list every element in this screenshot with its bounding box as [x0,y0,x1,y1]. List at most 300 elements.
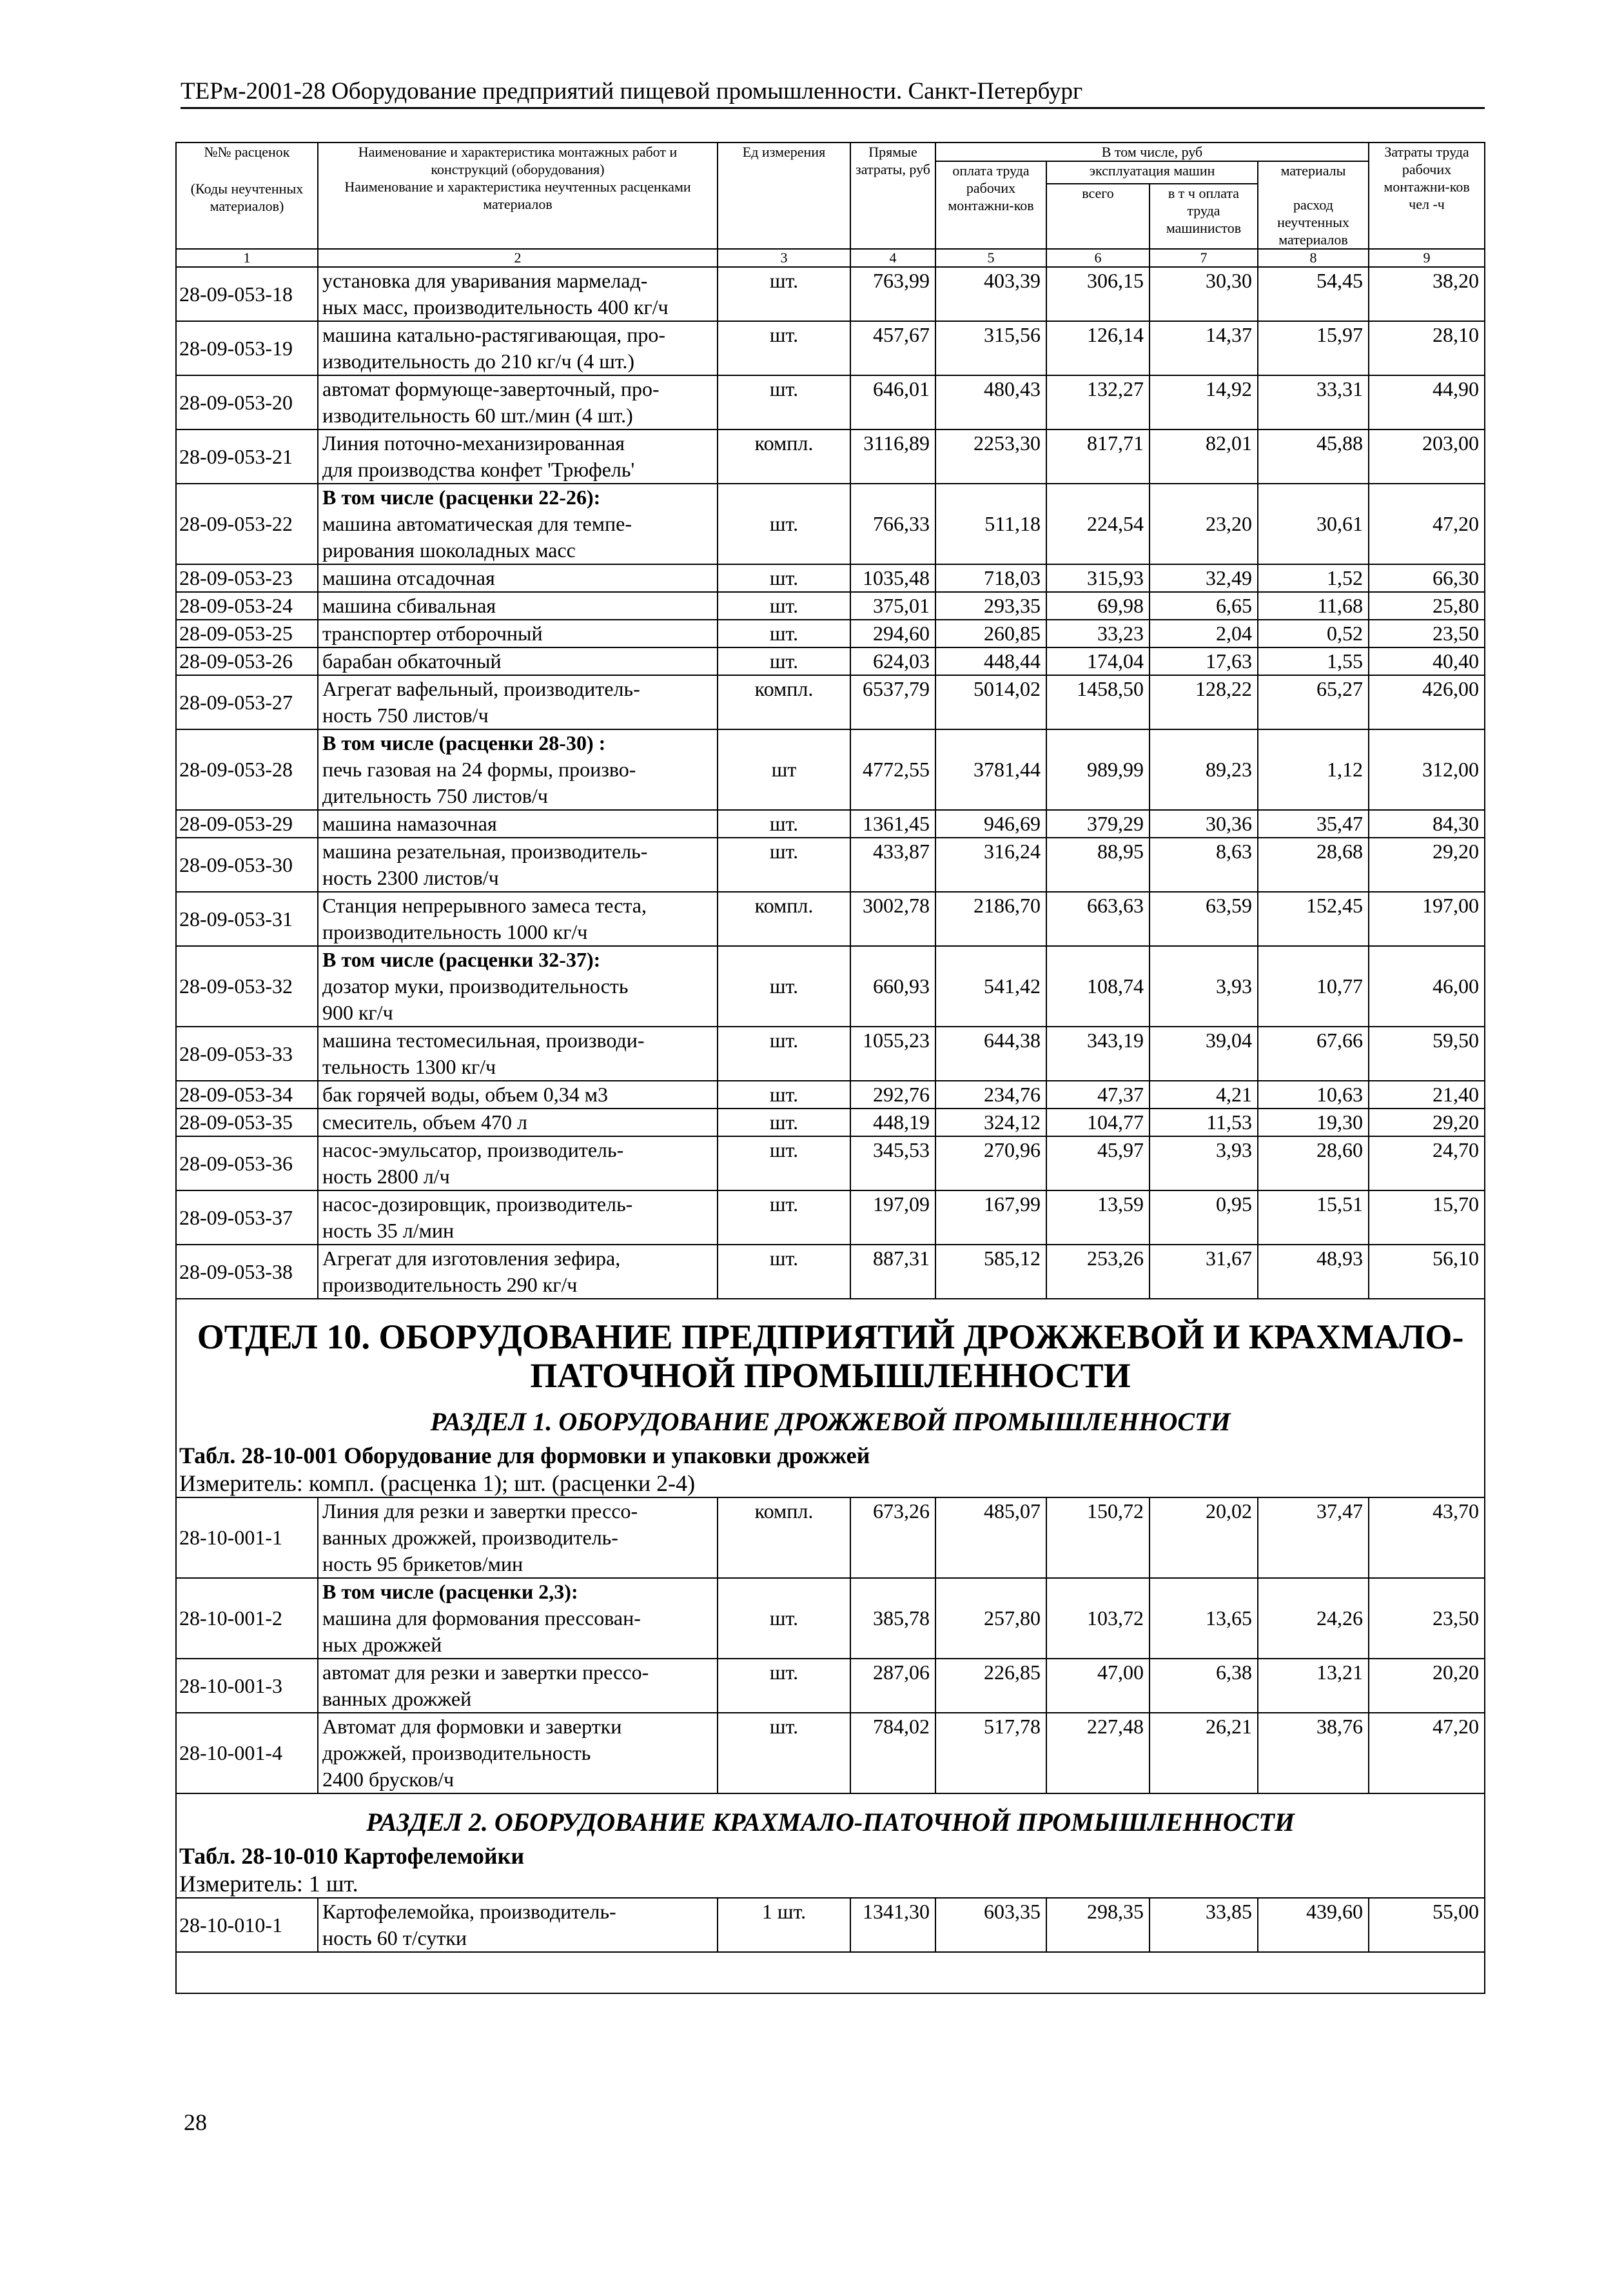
table-row [176,484,1485,564]
table-row [176,429,1485,484]
value-cell: 19,30 [1258,1109,1369,1136]
description-line: производительность 290 кг/ч [322,1273,578,1296]
description-line: ванных дрожжей [322,1687,472,1710]
value-cell: 33,31 [1258,375,1369,429]
value-cell: 253,26 [1046,1245,1150,1299]
value-cell: 150,72 [1046,1497,1150,1578]
value-cell: 63,59 [1150,892,1258,946]
rate-description [318,1898,718,1952]
value-cell: 13,59 [1046,1190,1150,1245]
rate-code: 28-09-053-19 [176,321,318,375]
description-line: насос-дозировщик, производитель- [322,1192,633,1216]
value-cell: 35,47 [1258,810,1369,838]
table-row [176,838,1485,892]
rate-code: 28-10-001-3 [176,1659,318,1713]
value-cell: 1035,48 [850,564,935,592]
header-col5: оплата труда рабочих монтажни-ков [935,161,1046,249]
rate-description [318,1027,718,1081]
page-number: 28 [184,2109,207,2135]
value-cell: 15,97 [1258,321,1369,375]
rate-description [318,429,718,484]
header-col8 [1258,161,1369,249]
unit-of-measure: шт. [718,1245,850,1299]
unit-of-measure: 1 шт. [718,1898,850,1952]
rate-description [318,321,718,375]
unit-of-measure: шт. [718,321,850,375]
rate-description [318,592,718,620]
value-cell: 3002,78 [850,892,935,946]
table-header-row [176,143,1485,161]
unit-of-measure: шт. [718,1578,850,1659]
value-cell: 324,12 [935,1109,1046,1136]
table-row [176,592,1485,620]
description-line: рирования шоколадных масс [322,538,576,562]
value-cell: 24,70 [1369,1136,1485,1190]
description-line: ность 2300 листов/ч [322,866,499,889]
unit-of-measure: шт. [718,375,850,429]
description-line: машина отсадочная [322,566,495,589]
description-line: насос-эмульсатор, производитель- [322,1138,624,1161]
rate-description [318,1136,718,1190]
rate-code: 28-09-053-31 [176,892,318,946]
value-cell: 673,26 [850,1497,935,1578]
value-cell: 197,09 [850,1190,935,1245]
value-cell: 226,85 [935,1659,1046,1713]
value-cell: 23,50 [1369,1578,1485,1659]
value-cell: 30,30 [1150,267,1258,321]
unit-of-measure: шт. [718,620,850,647]
rate-code: 28-10-010-1 [176,1898,318,1952]
header-col2 [318,143,718,249]
unit-of-measure: шт. [718,810,850,838]
description-line: Автомат для формовки и завертки [322,1715,622,1738]
value-cell: 946,69 [935,810,1046,838]
unit-of-measure: шт. [718,1109,850,1136]
value-cell: 48,93 [1258,1245,1369,1299]
description-line: дрожжей, производительность [322,1741,591,1764]
value-cell: 67,66 [1258,1027,1369,1081]
rate-code: 28-09-053-36 [176,1136,318,1190]
value-cell: 20,20 [1369,1659,1485,1713]
col-number: 4 [850,249,935,267]
value-cell: 1458,50 [1046,675,1150,729]
unit-of-measure: шт. [718,1081,850,1109]
description-line: ванных дрожжей, производитель- [322,1526,618,1549]
value-cell: 126,14 [1046,321,1150,375]
value-cell: 316,24 [935,838,1046,892]
value-cell: 14,37 [1150,321,1258,375]
header-col1-bottom: (Коды неучтенных материалов) [190,181,304,214]
unit-of-measure: шт. [718,484,850,564]
description-line: для производства конфет 'Трюфель' [322,458,635,481]
header-col1-top: №№ расценок [204,144,290,160]
value-cell: 14,92 [1150,375,1258,429]
rate-code: 28-10-001-2 [176,1578,318,1659]
header-col1 [176,143,318,249]
description-line: машина резательная, производитель- [322,840,648,863]
rates-table [175,142,1485,1994]
value-cell: 59,50 [1369,1027,1485,1081]
table-row [176,375,1485,429]
value-cell: 28,68 [1258,838,1369,892]
description-line: ность 95 брикетов/мин [322,1552,523,1575]
value-cell: 312,00 [1369,729,1485,810]
value-cell: 65,27 [1258,675,1369,729]
table-row [176,1497,1485,1578]
rate-description [318,647,718,675]
rate-code: 28-09-053-25 [176,620,318,647]
value-cell: 13,21 [1258,1659,1369,1713]
value-cell: 448,44 [935,647,1046,675]
value-cell: 0,95 [1150,1190,1258,1245]
header-col7: в т ч оплата труда машинистов [1150,184,1258,249]
value-cell: 10,77 [1258,946,1369,1027]
rate-description [318,838,718,892]
value-cell: 343,19 [1046,1027,1150,1081]
unit-of-measure: компл. [718,892,850,946]
table-row [176,675,1485,729]
value-cell: 174,04 [1046,647,1150,675]
value-cell: 4772,55 [850,729,935,810]
value-cell: 84,30 [1369,810,1485,838]
value-cell: 40,40 [1369,647,1485,675]
description-line: Станция непрерывного замеса теста, [322,894,647,917]
table-title-1: Табл. 28-10-001 Оборудование для формовки и упаковки дрожжей [179,1443,870,1468]
section-title-2: РАЗДЕЛ 2. ОБОРУДОВАНИЕ КРАХМАЛО-ПАТОЧНОЙ ПРОМЫШЛЕННОСТИ [366,1808,1295,1837]
table-row [176,729,1485,810]
description-line: Картофелемойка, производитель- [322,1900,616,1923]
unit-of-measure: компл. [718,429,850,484]
table-row [176,620,1485,647]
value-cell: 15,70 [1369,1190,1485,1245]
description-line: Агрегат вафельный, производитель- [322,677,640,700]
value-cell: 426,00 [1369,675,1485,729]
value-cell: 379,29 [1046,810,1150,838]
value-cell: 23,20 [1150,484,1258,564]
value-cell: 4,21 [1150,1081,1258,1109]
value-cell: 433,87 [850,838,935,892]
unit-of-measure: шт. [718,1190,850,1245]
rate-description [318,810,718,838]
unit-of-measure: шт. [718,267,850,321]
value-cell: 766,33 [850,484,935,564]
value-cell: 25,80 [1369,592,1485,620]
rate-code: 28-09-053-21 [176,429,318,484]
value-cell: 31,67 [1150,1245,1258,1299]
description-line: машина сбивальная [322,594,496,617]
rate-code: 28-09-053-22 [176,484,318,564]
rate-code: 28-09-053-37 [176,1190,318,1245]
value-cell: 1361,45 [850,810,935,838]
value-cell: 45,97 [1046,1136,1150,1190]
value-cell: 603,35 [935,1898,1046,1952]
unit-of-measure: шт. [718,592,850,620]
unit-of-measure: шт. [718,838,850,892]
table-row [176,267,1485,321]
rate-description [318,564,718,592]
unit-of-measure: шт. [718,647,850,675]
value-cell: 66,30 [1369,564,1485,592]
value-cell: 0,52 [1258,620,1369,647]
value-cell: 480,43 [935,375,1046,429]
value-cell: 28,60 [1258,1136,1369,1190]
header-col8-top: материалы [1280,163,1346,179]
table-row [176,1190,1485,1245]
value-cell: 2253,30 [935,429,1046,484]
unit-of-measure: компл. [718,675,850,729]
value-cell: 315,56 [935,321,1046,375]
rate-description [318,1659,718,1713]
value-cell: 11,53 [1150,1109,1258,1136]
rate-code: 28-09-053-38 [176,1245,318,1299]
table-row [176,1081,1485,1109]
value-cell: 541,42 [935,946,1046,1027]
unit-of-measure: шт. [718,1713,850,1793]
table-row [176,1898,1485,1952]
rate-code: 28-09-053-24 [176,592,318,620]
value-cell: 26,21 [1150,1713,1258,1793]
value-cell: 763,99 [850,267,935,321]
value-cell: 47,20 [1369,1713,1485,1793]
description-line: автомат формующе-заверточный, про- [322,377,660,400]
header-col9: Затраты труда рабочих монтажни-ков чел -ч [1369,143,1485,249]
value-cell: 108,74 [1046,946,1150,1027]
value-cell: 385,78 [850,1578,935,1659]
value-cell: 13,65 [1150,1578,1258,1659]
subgroup-caption: В том числе (расценки 2,3): [322,1580,578,1603]
description-line: Линия для резки и завертки прессо- [322,1499,638,1523]
value-cell: 293,35 [935,592,1046,620]
value-cell: 517,78 [935,1713,1046,1793]
value-cell: 287,06 [850,1659,935,1713]
section-row [176,1793,1485,1898]
value-cell: 29,20 [1369,838,1485,892]
value-cell: 234,76 [935,1081,1046,1109]
rate-code: 28-09-053-35 [176,1109,318,1136]
description-line: ность 60 т/сутки [322,1926,467,1949]
value-cell: 485,07 [935,1497,1046,1578]
description-line: машина намазочная [322,812,497,835]
value-cell: 197,00 [1369,892,1485,946]
description-line: установка для уваривания мармелад- [322,269,648,292]
rate-description [318,892,718,946]
value-cell: 663,63 [1046,892,1150,946]
value-cell: 294,60 [850,620,935,647]
value-cell: 646,01 [850,375,935,429]
rate-description [318,375,718,429]
value-cell: 44,90 [1369,375,1485,429]
value-cell: 1,12 [1258,729,1369,810]
section-cell [176,1793,1485,1898]
rate-code: 28-09-053-33 [176,1027,318,1081]
description-line: машина для формования прессован- [322,1606,641,1630]
description-line: транспортер отборочный [322,622,543,645]
unit-of-measure: шт [718,729,850,810]
description-line: 900 кг/ч [322,1001,393,1024]
department-title-line: ПАТОЧНОЙ ПРОМЫШЛЕННОСТИ [530,1356,1131,1395]
description-line: дительность 750 листов/ч [322,784,548,807]
value-cell: 3,93 [1150,946,1258,1027]
value-cell: 1055,23 [850,1027,935,1081]
value-cell: 1,55 [1258,647,1369,675]
value-cell: 257,80 [935,1578,1046,1659]
description-line: машина катально-растягивающая, про- [322,323,666,346]
rate-description [318,1713,718,1793]
table-row [176,810,1485,838]
col-number: 2 [318,249,718,267]
table-empty-cell [176,1952,1485,1993]
col-number: 1 [176,249,318,267]
value-cell: 6537,79 [850,675,935,729]
value-cell: 167,99 [935,1190,1046,1245]
value-cell: 439,60 [1258,1898,1369,1952]
value-cell: 39,04 [1150,1027,1258,1081]
value-cell: 30,36 [1150,810,1258,838]
value-cell: 448,19 [850,1109,935,1136]
description-line: смеситель, объем 470 л [322,1110,527,1134]
value-cell: 10,63 [1258,1081,1369,1109]
value-cell: 15,51 [1258,1190,1369,1245]
value-cell: 817,71 [1046,429,1150,484]
value-cell: 6,38 [1150,1659,1258,1713]
rate-description [318,946,718,1027]
value-cell: 24,26 [1258,1578,1369,1659]
col-number: 9 [1369,249,1485,267]
value-cell: 6,65 [1150,592,1258,620]
value-cell: 306,15 [1046,267,1150,321]
description-line: машина тестомесильная, производи- [322,1029,645,1052]
description-line: ность 35 л/мин [322,1219,455,1242]
value-cell: 644,38 [935,1027,1046,1081]
value-cell: 47,20 [1369,484,1485,564]
col-number: 5 [935,249,1046,267]
value-cell: 30,61 [1258,484,1369,564]
value-cell: 784,02 [850,1713,935,1793]
value-cell: 260,85 [935,620,1046,647]
description-line: тельность 1300 кг/ч [322,1055,496,1078]
value-cell: 17,63 [1150,647,1258,675]
value-cell: 88,95 [1046,838,1150,892]
col-number: 7 [1150,249,1258,267]
description-line: бак горячей воды, объем 0,34 м3 [322,1083,608,1106]
description-line: ных дрожжей [322,1633,442,1656]
description-line: печь газовая на 24 формы, произво- [322,758,636,781]
department-title-line: ОТДЕЛ 10. ОБОРУДОВАНИЕ ПРЕДПРИЯТИЙ ДРОЖЖЕВОЙ И КРАХМАЛО- [197,1317,1464,1356]
value-cell: 37,47 [1258,1497,1369,1578]
description-line: Линия поточно-механизированная [322,431,625,455]
value-cell: 3,93 [1150,1136,1258,1190]
header-col2-top: Наименование и характеристика монтажных работ и конструкций (оборудования) [358,144,678,177]
value-cell: 33,23 [1046,620,1150,647]
value-cell: 46,00 [1369,946,1485,1027]
description-line: машина автоматическая для темпе- [322,512,632,535]
value-cell: 69,98 [1046,592,1150,620]
value-cell: 32,49 [1150,564,1258,592]
table-row [176,1578,1485,1659]
rate-description [318,1081,718,1109]
rate-code: 28-09-053-27 [176,675,318,729]
unit-of-measure: компл. [718,1497,850,1578]
description-line: 2400 брусков/ч [322,1768,455,1791]
unit-of-measure: шт. [718,1136,850,1190]
rate-code: 28-09-053-28 [176,729,318,810]
table-row [176,1713,1485,1793]
value-cell: 20,02 [1150,1497,1258,1578]
description-line: ных масс, производительность 400 кг/ч [322,295,669,319]
value-cell: 887,31 [850,1245,935,1299]
value-cell: 89,23 [1150,729,1258,810]
rate-code: 28-09-053-30 [176,838,318,892]
description-line: автомат для резки и завертки прессо- [322,1661,649,1684]
table-row [176,1109,1485,1136]
rate-description [318,1190,718,1245]
value-cell: 3116,89 [850,429,935,484]
table-row [176,647,1485,675]
value-cell: 128,22 [1150,675,1258,729]
value-cell: 315,93 [1046,564,1150,592]
value-cell: 23,50 [1369,620,1485,647]
description-line: изводительность до 210 кг/ч (4 шт.) [322,350,635,373]
table-row [176,1136,1485,1190]
header-col2-bottom: Наименование и характеристика неучтенных расценками материалов [344,179,691,212]
value-cell: 403,39 [935,267,1046,321]
value-cell: 718,03 [935,564,1046,592]
value-cell: 224,54 [1046,484,1150,564]
subgroup-caption: В том числе (расценки 22-26): [322,486,601,509]
value-cell: 54,45 [1258,267,1369,321]
description-line: производительность 1000 кг/ч [322,920,588,943]
value-cell: 2,04 [1150,620,1258,647]
description-line: дозатор муки, производительность [322,974,629,998]
value-cell: 375,01 [850,592,935,620]
value-cell: 56,10 [1369,1245,1485,1299]
header-col6: всего [1046,184,1150,249]
value-cell: 38,76 [1258,1713,1369,1793]
section-row [176,1299,1485,1497]
value-cell: 298,35 [1046,1898,1150,1952]
rate-code: 28-10-001-4 [176,1713,318,1793]
column-number-row [176,249,1485,267]
rate-description [318,1497,718,1578]
rate-code: 28-09-053-32 [176,946,318,1027]
value-cell: 29,20 [1369,1109,1485,1136]
rate-code: 28-09-053-26 [176,647,318,675]
unit-of-measure: шт. [718,1027,850,1081]
value-cell: 55,00 [1369,1898,1485,1952]
section-title-1: РАЗДЕЛ 1. ОБОРУДОВАНИЕ ДРОЖЖЕВОЙ ПРОМЫШЛЕННОСТИ [430,1407,1231,1436]
measure-note-2: Измеритель: 1 шт. [179,1871,358,1897]
value-cell: 132,27 [1046,375,1150,429]
description-line: ность 750 листов/ч [322,704,489,727]
unit-of-measure: шт. [718,564,850,592]
value-cell: 8,63 [1150,838,1258,892]
value-cell: 47,00 [1046,1659,1150,1713]
rate-code: 28-09-053-29 [176,810,318,838]
value-cell: 511,18 [935,484,1046,564]
value-cell: 292,76 [850,1081,935,1109]
subgroup-caption: В том числе (расценки 32-37): [322,948,601,971]
rate-code: 28-09-053-23 [176,564,318,592]
unit-of-measure: шт. [718,946,850,1027]
value-cell: 345,53 [850,1136,935,1190]
description-line: ность 2800 л/ч [322,1165,450,1188]
measure-note-1: Измеритель: компл. (расценка 1); шт. (расценки 2-4) [179,1470,696,1496]
value-cell: 203,00 [1369,429,1485,484]
page-header: ТЕРм-2001-28 Оборудование предприятий пищевой промышленности. Санкт-Петербург [181,77,1485,109]
rate-code: 28-09-053-18 [176,267,318,321]
value-cell: 33,85 [1150,1898,1258,1952]
value-cell: 2186,70 [935,892,1046,946]
